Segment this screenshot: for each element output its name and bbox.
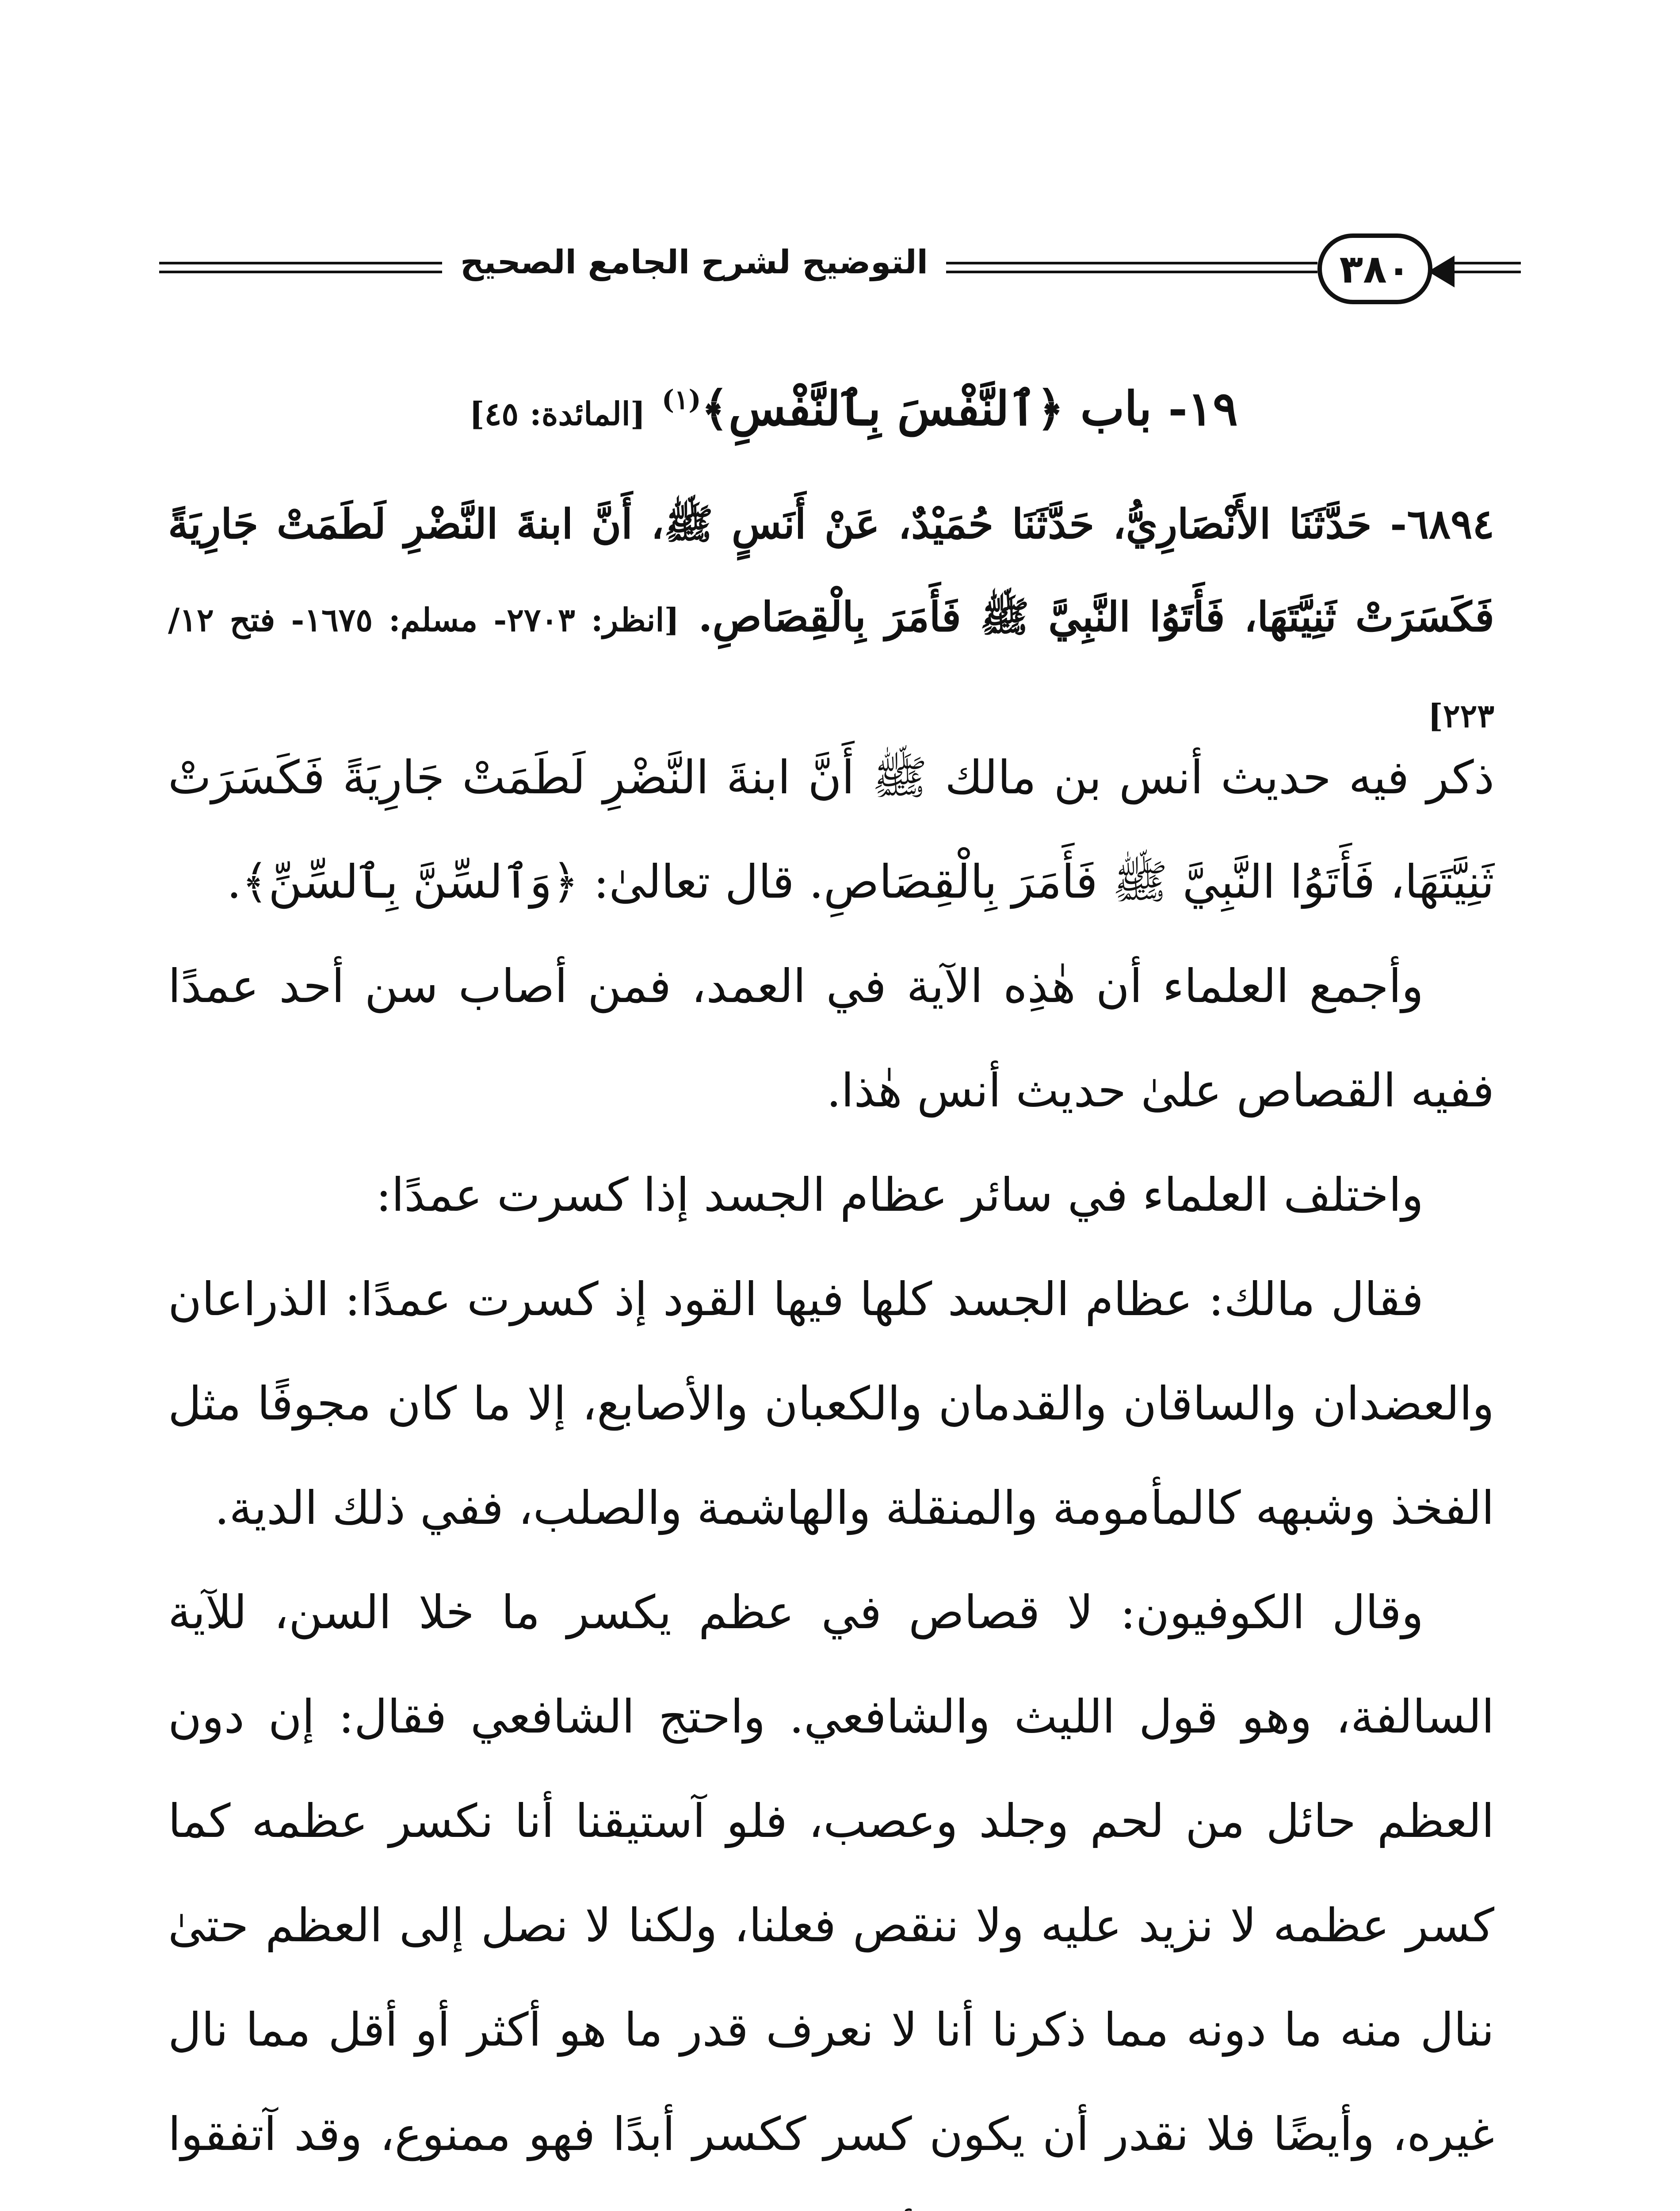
chapter-reference: [المائدة: ٤٥] — [469, 395, 645, 432]
page-number: ٣٨٠ — [1317, 233, 1432, 304]
hadith-text: ٦٨٩٤- حَدَّثَنَا الأَنْصَارِيُّ، حَدَّثَنَا حُمَيْدٌ، عَنْ أَنَسٍ ﷺ، أَنَّ ابنةَ النَّضْرِ لَطَمَتْ جَارِيَةً فَكَسَرَتْ ثَنِيَّتَهَا، فَأَتَوُا النَّبِيَّ ﷺ فَأَمَرَ بِالْقِصَاصِ. — [168, 500, 1495, 641]
header-rule — [1450, 271, 1521, 273]
paragraph: وقال الكوفيون: لا قصاص في عظم يكسر ما خلا السن، للآية السالفة، وهو قول الليث والشافعي. واحتج الشافعي فقال: إن دون العظم حائل من لحم وجلد وعصب، فلو آستيقنا أنا نكسر عظمه كما كسر عظمه لا نزيد عليه ولا ننقص فعلنا، ولكنا لا نصل إلى العظم حتىٰ ننال منه ما دونه مما ذكرنا أنا لا نعرف قدر ما هو أكثر أو أقل مما نال غيره، وأيضًا فلا نقدر أن يكون كسر ككسر أبدًا فهو ممنوع، وقد آتفقوا — [168, 1585, 1495, 2161]
chapter-heading — [398, 380, 1238, 436]
header-rule — [1450, 262, 1521, 264]
commentary-body — [168, 725, 1494, 2211]
hadith-reference: [انظر: ٢٧٠٣- مسلم: ١٦٧٥- فتح ١٢/ ٢٢٣] — [168, 601, 1494, 734]
hadith-block — [168, 478, 1494, 762]
chapter-title: ١٩- باب ﴿ٱلنَّفْسَ بِٱلنَّفْسِ﴾ — [701, 381, 1238, 436]
paragraph: واختلف العلماء في سائر عظام الجسد إذا كسرت عمدًا: — [376, 1168, 1424, 1222]
paragraph: فقال مالك: عظام الجسد كلها فيها القود إذ كسرت عمدًا: الذراعان والعضدان والساقان والقدمان والكعبان والأصابع، إلا ما كان مجوفًا مثل الفخذ وشبهه كالمأمومة والمنقلة والهاشمة والصلب، ففي ذلك الدية. — [168, 1272, 1494, 1535]
footnote-marker: (١) — [661, 384, 701, 416]
paragraph: وأجمع العلماء أن هٰذِه الآية في العمد، فمن أصاب سن أحد عمدًا ففيه القصاص علىٰ حديث أنس هٰذا. — [168, 959, 1494, 1117]
page-header — [159, 230, 1521, 310]
paragraph: ذكر فيه حديث أنس بن مالك ﷺ أَنَّ ابنةَ النَّضْرِ لَطَمَتْ جَارِيَةً فَكَسَرَتْ ثَنِيَّتَهَا، فَأَتَوُا النَّبِيَّ ﷺ فَأَمَرَ بِالْقِصَاصِ. قال تعالىٰ: ﴿وَٱلسِّنَّ بِٱلسِّنِّ﴾. — [168, 750, 1494, 909]
running-title: التوضيح لشرح الجامع الصحيح — [442, 243, 946, 281]
